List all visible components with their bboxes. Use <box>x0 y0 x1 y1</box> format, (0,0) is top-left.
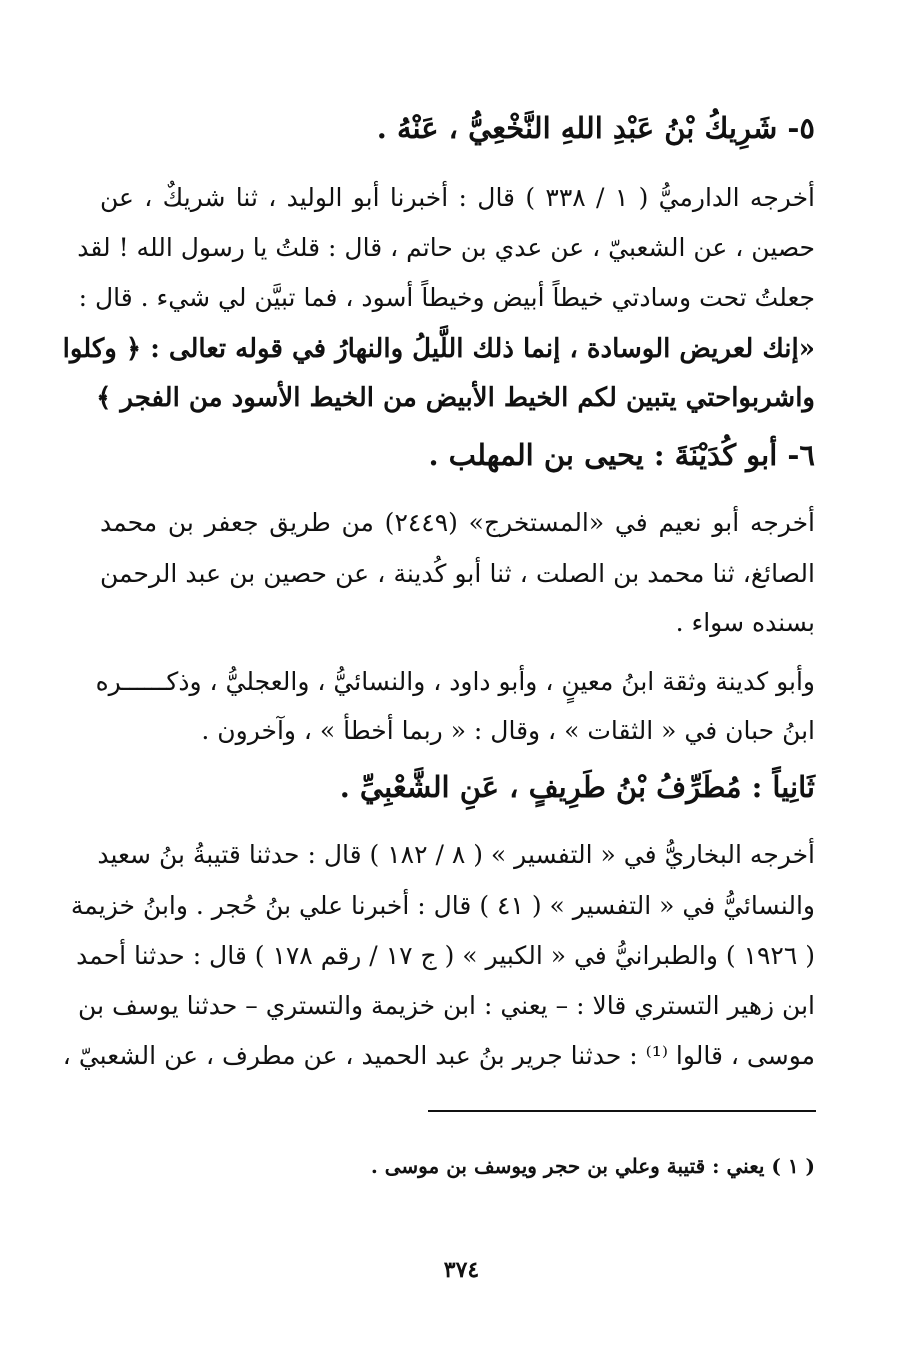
section-6-line-1: أخرجه أبو نعيم في «المستخرج» (٢٤٤٩) من طريق جعفر بن محمد <box>100 508 815 537</box>
footnote-separator <box>428 1110 816 1112</box>
section-5-line-3: جعلتُ تحت وسادتي خيطاً أبيض وخيطاً أسود ، فما تبيَّن لي شيء . قال : <box>78 283 815 312</box>
second-line-1: أخرجه البخاريُّ في « التفسير » ( ٨ / ١٨٢ ) قال : حدثنا قتيبةُ بنُ سعيد <box>97 840 815 869</box>
narrators-line-1: وأبو كدينة وثقة ابنُ معينٍ ، وأبو داود ، والنسائيُّ ، والعجليُّ ، وذكــــــره <box>95 667 815 696</box>
section-6-line-2: الصائغ، ثنا محمد بن الصلت ، ثنا أبو كُدينة ، عن حصين بن عبد الرحمن <box>100 559 815 588</box>
footnote: ( ١ ) يعني : قتيبة وعلي بن حجر ويوسف بن موسى . <box>370 1154 815 1178</box>
section-6-line-3: بسنده سواء . <box>675 608 815 637</box>
section-5-line-4: «إنك لعريض الوسادة ، إنما ذلك اللَّيلُ والنهارُ في قوله تعالى : ﴿ وكلوا <box>62 334 815 364</box>
section-5-line-2: حصين ، عن الشعبيّ ، عن عدي بن حاتم ، قال : قلتُ يا رسول الله ! لقد <box>77 233 815 262</box>
second-line-4: ابن زهير التستري قالا : – يعني : ابن خزيمة والتستري – حدثنا يوسف بن <box>78 991 815 1020</box>
section-5-line-1: أخرجه الدارميُّ ( ١ / ٣٣٨ ) قال : أخبرنا أبو الوليد ، ثنا شريكٌ ، عن <box>100 183 815 212</box>
section-5-line-5: واشربواحتي يتبين لكم الخيط الأبيض من الخيط الأسود من الفجر ﴾ <box>96 383 815 413</box>
narrators-line-2: ابنُ حبان في « الثقات » ، وقال : « ربما أخطأ » ، وآخرون . <box>201 716 815 745</box>
second-line-3: ( ١٩٢٦ ) والطبرانيُّ في « الكبير » ( ج ١٧ / رقم ١٧٨ ) قال : حدثنا أحمد <box>76 941 815 970</box>
second-heading: ثَانِياً : مُطَرِّفُ بْنُ طَرِيفٍ ، عَنِ الشَّعْبِيِّ . <box>339 770 815 804</box>
section-6-heading: ٦- أبو كُدَيْنَةَ : يحيى بن المهلب . <box>428 438 815 472</box>
section-5-heading: ٥- شَرِيكُ بْنُ عَبْدِ اللهِ النَّخْعِيُّ ، عَنْهُ . <box>376 111 815 145</box>
page-number: ٣٧٤ <box>443 1257 480 1283</box>
second-line-5: موسى ، قالوا ⁽¹⁾ : حدثنا جرير بنُ عبد الحميد ، عن مطرف ، عن الشعبيّ ، <box>62 1041 815 1070</box>
second-line-2: والنسائيُّ في « التفسير » ( ٤١ ) قال : أخبرنا علي بنُ حُجر . وابنُ خزيمة <box>70 891 815 920</box>
